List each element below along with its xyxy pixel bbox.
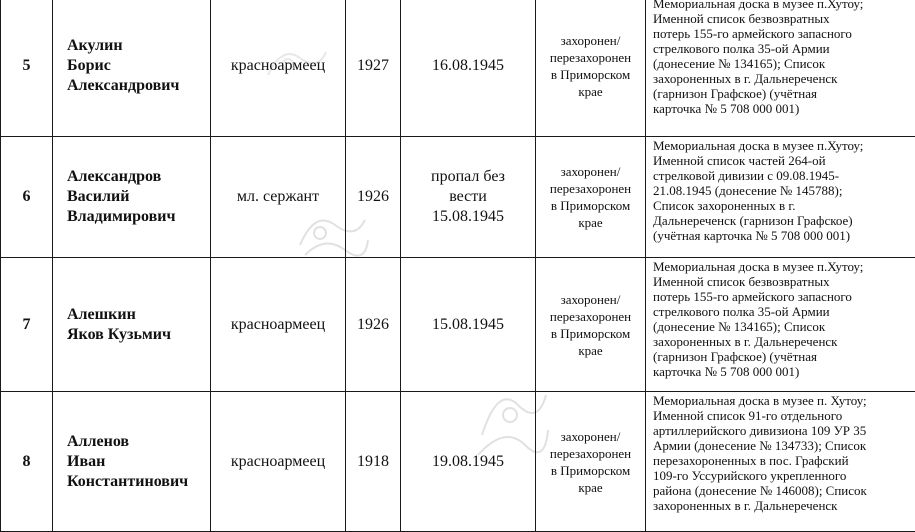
table-row [1, 0, 915, 137]
death-date-line: 15.08.1945 [401, 207, 535, 227]
burial-place-line: крае [536, 214, 645, 231]
source-info-line: стрелкового полка 35-ой Армии [653, 304, 913, 319]
source-info [646, 137, 915, 258]
burial-place-line: захоронен/ [536, 163, 645, 180]
row-number: 6 [1, 137, 53, 258]
birth-year: 1918 [346, 392, 401, 532]
burial-place-line: крае [536, 342, 645, 359]
person-name-line: Александрович [67, 76, 210, 96]
death-date [401, 0, 536, 137]
source-info-line: Дальнереченск (гарнизон Графское) [653, 213, 913, 228]
person-name-line: Алленов [67, 432, 210, 452]
table-row [1, 258, 915, 392]
source-info-line: Мемориальная доска в музее п.Хутоу; [653, 259, 913, 274]
person-name-line: Яков Кузьмич [67, 325, 210, 345]
burial-place [536, 0, 646, 137]
source-info [646, 392, 915, 532]
source-info-line: карточка № 5 708 000 001) [653, 101, 913, 116]
birth-year: 1926 [346, 137, 401, 258]
source-info-line: 21.08.1945 (донесение № 145788); [653, 183, 913, 198]
row-number: 8 [1, 392, 53, 532]
table-row [1, 137, 915, 258]
person-name-line: Борис [67, 56, 210, 76]
person-name-line: Акулин [67, 36, 210, 56]
source-info-line: 109-го Уссурийского укрепленного [653, 468, 913, 483]
source-info-line: Мемориальная доска в музее п. Хутоу; [653, 393, 913, 408]
source-info-line: (донесение № 134165); Список [653, 319, 913, 334]
burial-place-line: в Приморском [536, 197, 645, 214]
source-info-line: (гарнизон Графское) (учётная [653, 349, 913, 364]
source-info-line: захороненных в г. Дальнереченск [653, 498, 913, 513]
source-info-line: карточка № 5 708 000 001) [653, 364, 913, 379]
death-date-line: 16.08.1945 [401, 56, 535, 76]
burial-place-line: в Приморском [536, 66, 645, 83]
military-rank: красноармеец [211, 0, 346, 137]
source-info-line: (гарнизон Графское) (учётная [653, 86, 913, 101]
table-row [1, 392, 915, 532]
source-info-line: захороненных в г. Дальнереченск [653, 334, 913, 349]
person-name [53, 137, 211, 258]
burial-place-line: перезахоронен [536, 308, 645, 325]
burial-place-line: перезахоронен [536, 180, 645, 197]
burial-place [536, 137, 646, 258]
burial-place-line: в Приморском [536, 325, 645, 342]
death-date [401, 137, 536, 258]
person-name [53, 392, 211, 532]
person-name-line: Владимирович [67, 207, 210, 227]
source-info-line: стрелковой дивизии с 09.08.1945- [653, 168, 913, 183]
burial-place-line: крае [536, 479, 645, 496]
source-info-line: потерь 155-го армейского запасного [653, 26, 913, 41]
source-info-line: Именной список безвозвратных [653, 274, 913, 289]
person-name-line: Александров [67, 167, 210, 187]
death-date-line: 19.08.1945 [401, 452, 535, 472]
source-info-line: Мемориальная доска в музее п.Хутоу; [653, 0, 913, 11]
source-info-line: Мемориальная доска в музее п.Хутоу; [653, 138, 913, 153]
person-name-line: Иван [67, 452, 210, 472]
burial-place-line: захоронен/ [536, 428, 645, 445]
source-info-line: Именной список частей 264-ой [653, 153, 913, 168]
person-name [53, 0, 211, 137]
military-rank: красноармеец [211, 258, 346, 392]
source-info-line: Список захороненных в г. [653, 198, 913, 213]
source-info-line: района (донесение № 146008); Список [653, 483, 913, 498]
burial-place-line: захоронен/ [536, 32, 645, 49]
source-info [646, 0, 915, 137]
source-info-line: перезахороненных в пос. Графский [653, 453, 913, 468]
death-date-line: пропал без [401, 167, 535, 187]
person-name-line: Алешкин [67, 305, 210, 325]
source-info [646, 258, 915, 392]
source-info-line: (донесение № 134165); Список [653, 56, 913, 71]
burial-place-line: крае [536, 83, 645, 100]
burial-place-line: захоронен/ [536, 291, 645, 308]
death-date [401, 258, 536, 392]
burial-place-line: перезахоронен [536, 49, 645, 66]
burial-place-line: в Приморском [536, 462, 645, 479]
military-rank: красноармеец [211, 392, 346, 532]
source-info-line: Именной список безвозвратных [653, 11, 913, 26]
birth-year: 1927 [346, 0, 401, 137]
death-date [401, 392, 536, 532]
row-number: 5 [1, 0, 53, 137]
death-date-line: вести [401, 187, 535, 207]
source-info-line: артиллерийского дивизиона 109 УР 35 [653, 423, 913, 438]
burial-place-line: перезахоронен [536, 445, 645, 462]
death-date-line: 15.08.1945 [401, 315, 535, 335]
source-info-line: захороненных в г. Дальнереченск [653, 71, 913, 86]
source-info-line: (учётная карточка № 5 708 000 001) [653, 228, 913, 243]
military-rank: мл. сержант [211, 137, 346, 258]
burial-place [536, 258, 646, 392]
source-info-line: стрелкового полка 35-ой Армии [653, 41, 913, 56]
row-number: 7 [1, 258, 53, 392]
person-name [53, 258, 211, 392]
person-name-line: Василий [67, 187, 210, 207]
source-info-line: Армии (донесение № 134733); Список [653, 438, 913, 453]
source-info-line: Именной список 91-го отдельного [653, 408, 913, 423]
source-info-line: потерь 155-го армейского запасного [653, 289, 913, 304]
person-name-line: Константинович [67, 472, 210, 492]
burial-place [536, 392, 646, 532]
birth-year: 1926 [346, 258, 401, 392]
